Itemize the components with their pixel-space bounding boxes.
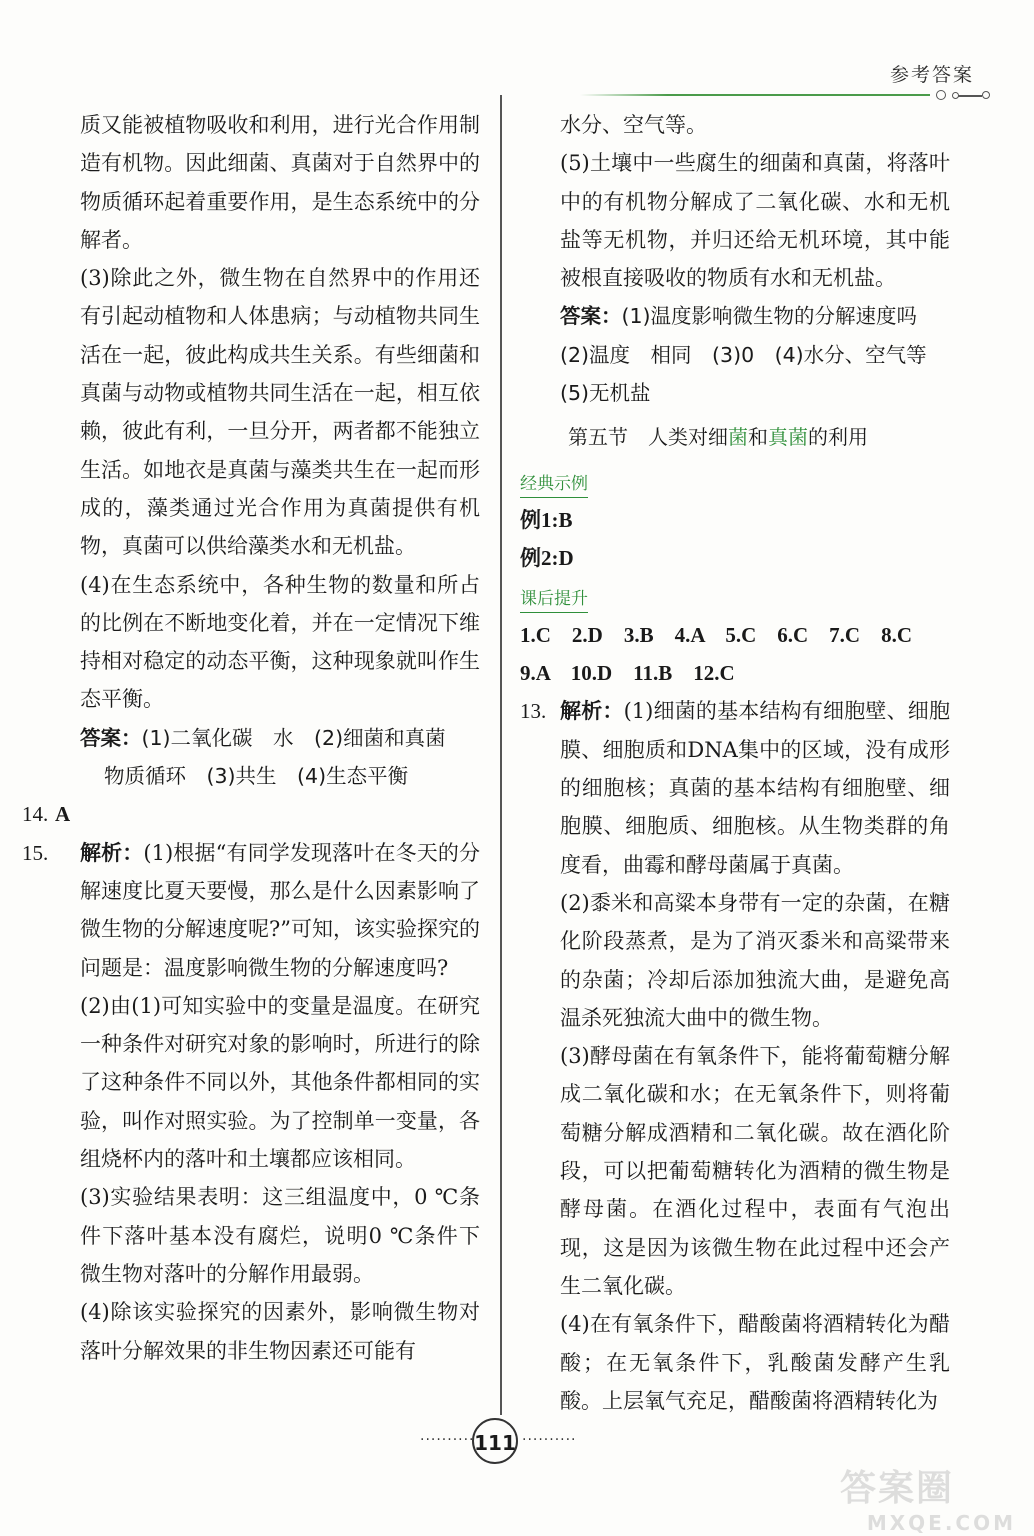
section-title-part: 的利用	[808, 425, 868, 450]
question-15	[22, 834, 480, 1370]
answers-row: 9.A 10.D 11.B 12.C	[520, 661, 735, 686]
page-header-title: 参考答案	[889, 64, 974, 86]
analysis-label: 解析：	[80, 839, 144, 865]
paragraph	[80, 834, 480, 987]
answer-block	[520, 297, 950, 412]
header-rule-dot-1	[936, 90, 946, 100]
answer-block	[80, 719, 480, 796]
paragraph: (4)在生态系统中，各种生物的数量和所占的比例在不断地变化着，并在一定情况下维持相对稳定的动态平衡，这种现象就叫作生态平衡。	[80, 572, 480, 712]
answer-text-cont: (5)无机盐	[560, 381, 651, 406]
paragraph: (2)由(1)可知实验中的变量是温度。在研究一种条件对研究对象的影响时，所进行的除了这种条件不同以外，其他条件都相同的实验，叫作对照实验。为了控制单一变量，各组烧杯内的落叶和土壤都应该相同。	[80, 993, 480, 1172]
header-rule-dot-3	[982, 91, 990, 99]
analysis-text: (1)细菌的基本结构有细胞壁、细胞膜、细胞质和DNA集中的区域，没有成形的细胞核；真菌的基本结构有细胞壁、细胞膜、细胞质、细胞核。从生物类群的角度看，曲霉和酵母菌属于真菌。	[560, 699, 950, 877]
section-title-part: 真菌	[768, 425, 808, 450]
section-title-part: 第五节 人类对细	[568, 425, 728, 450]
footer-dots-right: ··········	[522, 1432, 577, 1448]
right-column	[520, 106, 950, 1420]
paragraph	[560, 692, 950, 883]
watermark-text: 答案圈	[840, 1468, 955, 1509]
paragraph: (3)酵母菌在有氧条件下，能将葡萄糖分解成二氧化碳和水；在无氧条件下，则将葡萄糖分解成酒精和二氧化碳。故在酒化阶段，可以把葡萄糖转化为酒精的微生物是酵母菌。在酒化过程中，表面有气泡出现，这是因为该微生物在此过程中还会产生二氧化碳。	[560, 1044, 950, 1298]
section-title	[568, 418, 950, 456]
question-answer: A	[54, 802, 71, 827]
answer-label: 答案：	[560, 304, 622, 329]
answers-row: 1.C 2.D 3.B 4.A 5.C 6.C 7.C 8.C	[520, 622, 913, 647]
paragraph: (5)土壤中一些腐生的细菌和真菌，将落叶中的有机物分解成了二氧化碳、水和无机盐等无机物，并归还给无机环境，其中能被根直接吸收的物质有水和无机盐。	[560, 151, 950, 291]
answer-text: (1)温度影响微生物的分解速度吗	[621, 304, 918, 329]
paragraph: 质又能被植物吸收和利用，进行光合作用制造有机物。因此细菌、真菌对于自然界中的物质循环起着重要作用，是生态系统中的分解者。	[80, 113, 480, 252]
answer-text: (1)二氧化碳 水 (2)细菌和真菌	[141, 725, 446, 750]
question-13	[520, 692, 950, 1420]
paragraph: (2)黍米和高粱本身带有一定的杂菌，在糖化阶段蒸煮，是为了消灭黍米和高粱带来的杂菌；冷却后添加独流大曲，是避免高温杀死独流大曲中的微生物。	[560, 890, 950, 1030]
section-title-part: 和	[748, 425, 768, 450]
paragraph: 水分、空气等。	[560, 113, 707, 137]
watermark-logo	[840, 1460, 1030, 1535]
answer-label: 答案：	[80, 725, 142, 750]
header-rule-line-end	[958, 95, 982, 97]
question-number: 15.	[22, 840, 49, 865]
section-title-part: 菌	[728, 425, 748, 450]
analysis-label: 解析：	[560, 698, 624, 724]
paragraph: (4)在有氧条件下，醋酸菌将酒精转化为醋酸；在无氧条件下，乳酸菌发酵产生乳酸。上层氧气充足，醋酸菌将酒精转化为	[560, 1312, 950, 1413]
example-answer: 例2:D	[520, 546, 574, 571]
example-answer: 例1:B	[520, 507, 573, 532]
tag-after-class: 课后提升	[520, 586, 588, 613]
answer-text-cont: (2)温度 相同 (3)0 (4)水分、空气等	[560, 342, 927, 367]
header-rule	[580, 94, 930, 96]
question-number: 13.	[520, 699, 547, 724]
column-divider	[500, 95, 502, 1415]
watermark-url: MXQE.COM	[866, 1511, 1016, 1535]
paragraph: (4)除该实验探究的因素外，影响微生物对落叶分解效果的非生物因素还可能有	[80, 1300, 480, 1363]
question-number: 14.	[22, 802, 49, 827]
footer-dots-left: ··········	[420, 1432, 475, 1448]
tag-classic-examples: 经典示例	[520, 471, 588, 498]
paragraph: (3)实验结果表明：这三组温度中，0 ℃条件下落叶基本没有腐烂，说明0 ℃条件下微生物对落叶的分解作用最弱。	[80, 1185, 480, 1286]
left-column	[22, 106, 480, 1370]
analysis-text: (1)根据“有同学发现落叶在冬天的分解速度比夏天要慢，那么是什么因素影响了微生物的分解速度呢?”可知，该实验探究的问题是：温度影响微生物的分解速度吗?	[80, 840, 480, 980]
question-14	[22, 795, 480, 833]
paragraph: (3)除此之外，微生物在自然界中的作用还有引起动植物和人体患病；与动植物共同生活在一起，彼此构成共生关系。有些细菌和真菌与动物或植物共同生活在一起，相互依赖，彼此有利，一旦分开，两者都不能独立生活。如地衣是真菌与藻类共生在一起而形成的，藻类通过光合作用为真菌提供有机物，真菌可以供给藻类水和无机盐。	[80, 266, 480, 559]
answer-text-cont: 物质循环 (3)共生 (4)生态平衡	[104, 764, 409, 789]
page-number: 111	[472, 1418, 518, 1464]
